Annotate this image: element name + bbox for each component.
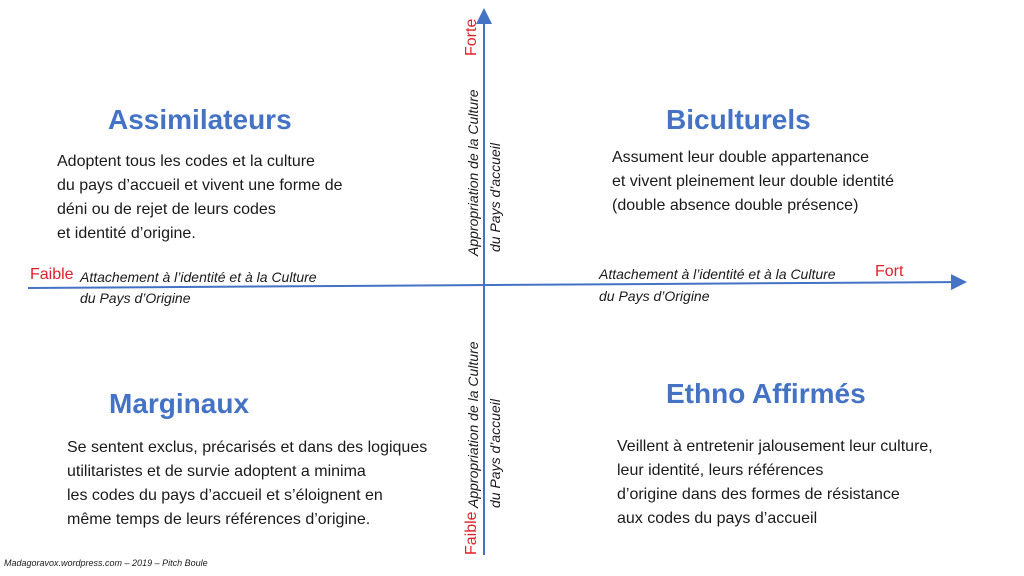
- vertical-axis-label-bottom-line2: du Pays d’accueil: [487, 399, 503, 508]
- quadrant-text-ethno-affirmes: Veillent à entretenir jalousement leur culture, leur identité, leurs références d’origine dans des formes de résistance aux codes du pays d’accueil: [617, 438, 933, 527]
- quadrant-title-biculturels: Biculturels: [666, 104, 811, 135]
- quadrant-text-assimilateurs: Adoptent tous les codes et la culture du pays d’accueil et vivent une forme de déni ou de rejet de leurs codes et identité d’origine.: [57, 153, 343, 242]
- credit-text: Madagoravox.wordpress.com – 2019 – Pitch Boule: [4, 558, 208, 568]
- quadrant-text-biculturels: Assument leur double appartenance et vivent pleinement leur double identité (double absence double présence): [612, 149, 894, 214]
- vertical-axis-label-bottom-line1: Appropriation de la Culture: [465, 341, 481, 508]
- vertical-axis-label-top-line1: Appropriation de la Culture: [465, 89, 481, 256]
- quadrant-title-assimilateurs: Assimilateurs: [108, 104, 292, 135]
- horizontal-high-label: Fort: [875, 263, 904, 280]
- horizontal-axis-label-right-line2: du Pays d’Origine: [599, 288, 710, 304]
- horizontal-axis-label-left-line1: Attachement à l’identité et à la Culture: [80, 269, 317, 285]
- quadrant-text-marginaux: Se sentent exclus, précarisés et dans des logiques utilitaristes et de survie adoptent a minima les codes du pays d’accueil et s’éloignent en même temps de leurs références d’origine.: [67, 439, 428, 528]
- vertical-axis-label-top-line2: du Pays d’accueil: [487, 143, 503, 252]
- quadrant-title-ethno-affirmes: Ethno Affirmés: [666, 378, 866, 409]
- quadrant-title-marginaux: Marginaux: [109, 388, 250, 419]
- vertical-low-label: Faible: [463, 511, 480, 555]
- horizontal-axis-label-right-line1: Attachement à l’identité et à la Culture: [599, 266, 836, 282]
- horizontal-axis-label-left-line2: du Pays d’Origine: [80, 290, 191, 306]
- vertical-high-label: Forte: [463, 18, 480, 56]
- horizontal-low-label: Faible: [30, 266, 74, 283]
